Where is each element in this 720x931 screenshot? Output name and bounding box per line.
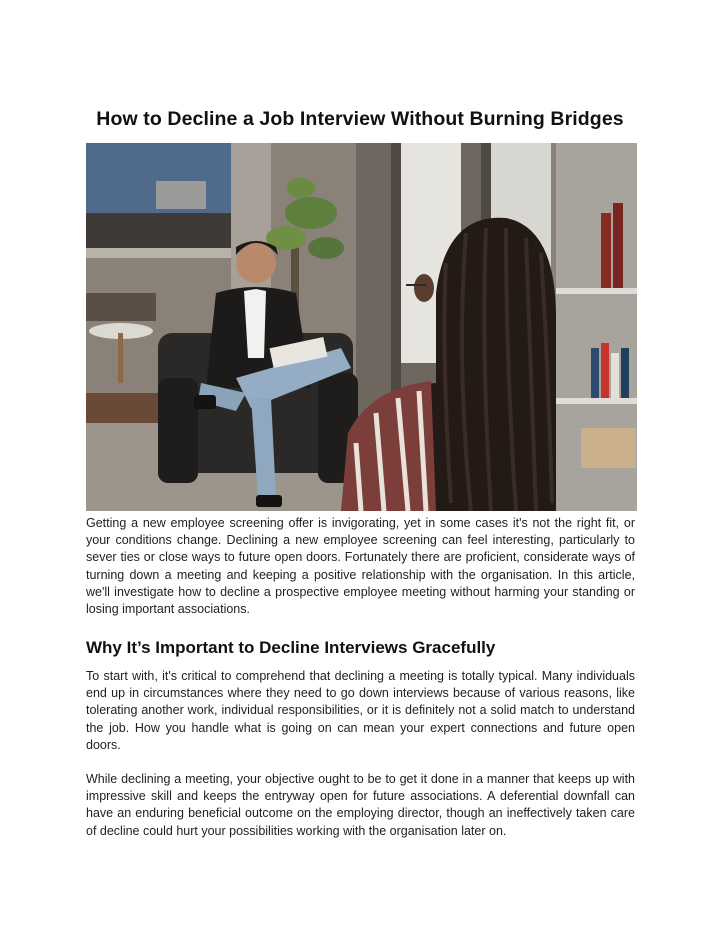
- section-paragraph-2: While declining a meeting, your objective ought to be to get it done in a manner that keeps up with impressive skill and keeps the entryway open for future associations. A deferential downfall can have an enduring beneficial outcome on the employing director, though an ineffectively taken care of decline could hurt your possibilities working with the organisation later on.: [86, 772, 635, 838]
- section-heading: Why It’s Important to Decline Interviews Gracefully: [86, 638, 496, 657]
- intro-paragraph: Getting a new employee screening offer is invigorating, yet in some cases it's not the right fit, or your conditions change. Declining a new employee screening can feel interesting, particularly to sever ties or close ways to future open doors. Fortunately there are proficient, considerate ways of turning down a meeting and keeping a positive relationship with the organisation. In this article, we'll investigate how to decline a prospective employee meeting without harming your standing or losing important associations.: [86, 516, 635, 617]
- section-paragraph-1: To start with, it's critical to comprehend that declining a meeting is totally typical. Many individuals end up in circumstances where they need to go down interviews because of various reasons, like tolerating another work, individual responsibilities, or it is definitely not a solid match to understand the job. How you handle what is going on can mean your expert connections and future open doors.: [86, 669, 635, 752]
- article-title: How to Decline a Job Interview Without Burning Bridges: [96, 108, 624, 130]
- interview-illustration: [86, 143, 637, 511]
- article-photo: [86, 143, 637, 511]
